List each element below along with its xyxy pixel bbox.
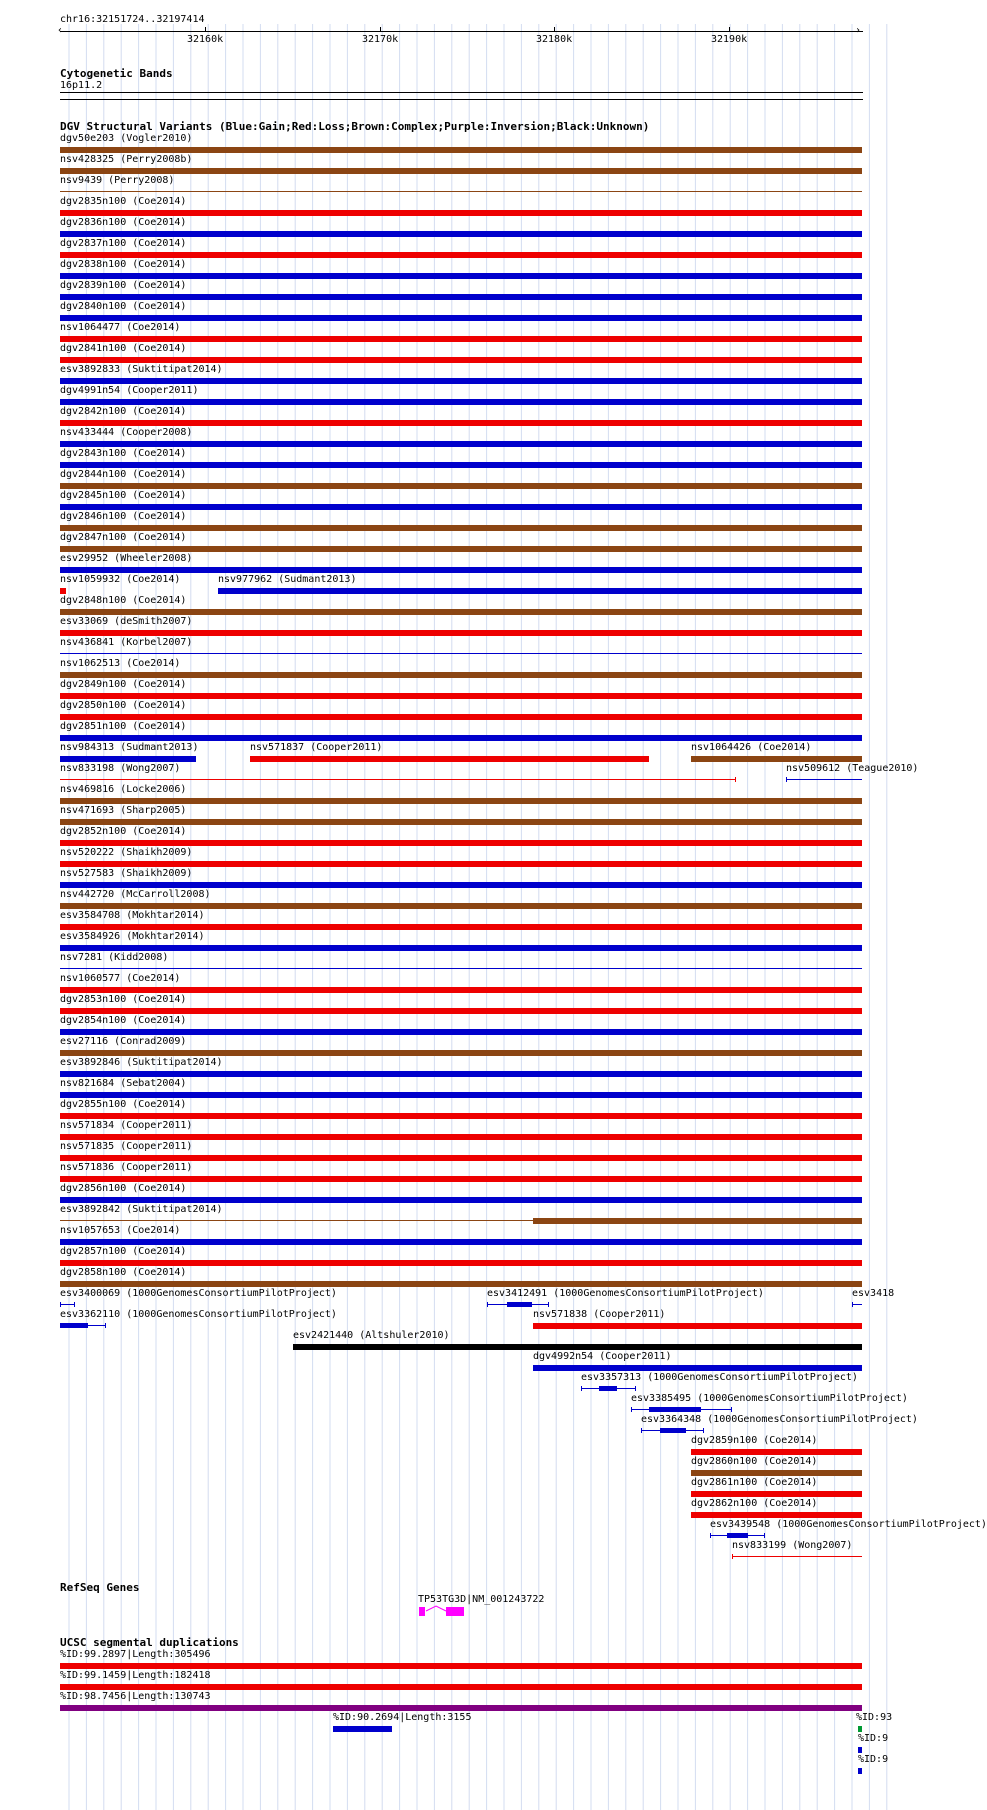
sv-feature-bar[interactable] <box>60 273 862 279</box>
segdup-edge-mark[interactable] <box>858 1747 862 1753</box>
sv-feature-label[interactable]: dgv2844n100 (Coe2014) <box>60 469 187 480</box>
sv-feature-line[interactable] <box>60 191 862 192</box>
sv-feature-bar[interactable] <box>60 630 862 636</box>
ruler-tick-label: 32180k <box>536 34 573 45</box>
sv-feature-label[interactable]: nsv509612 (Teague2010) <box>786 763 919 774</box>
sv-feature-label[interactable]: nsv1064426 (Coe2014) <box>691 742 812 753</box>
sv-feature-label[interactable]: dgv4991n54 (Cooper2011) <box>60 385 199 396</box>
segdup-feature-label[interactable]: %ID:99.1459|Length:182418 <box>60 1670 211 1681</box>
sv-feature-label[interactable]: dgv2857n100 (Coe2014) <box>60 1246 187 1257</box>
sv-feature-bar[interactable] <box>60 714 862 720</box>
sv-feature-bar[interactable] <box>60 1197 862 1203</box>
sv-feature-start-cap <box>786 777 787 782</box>
gene-intron-line <box>426 1606 446 1611</box>
sv-feature-label[interactable]: nsv1057653 (Coe2014) <box>60 1225 181 1236</box>
sv-feature-bar[interactable] <box>691 1449 862 1455</box>
sv-feature-label[interactable]: esv3892846 (Suktitipat2014) <box>60 1057 223 1068</box>
sv-feature-line[interactable] <box>60 1304 75 1305</box>
sv-feature-start-cap <box>487 1302 488 1307</box>
ruler-tick-label: 32170k <box>362 34 399 45</box>
sv-feature-start-cap <box>581 1386 582 1391</box>
sv-feature-label[interactable]: dgv2838n100 (Coe2014) <box>60 259 187 270</box>
segdup-feature-label[interactable]: %ID:98.7456|Length:130743 <box>60 1691 211 1702</box>
sv-feature-label[interactable]: dgv2854n100 (Coe2014) <box>60 1015 187 1026</box>
sv-feature-bar[interactable] <box>60 1050 862 1056</box>
sv-feature-bar[interactable] <box>60 1008 862 1014</box>
sv-feature-bar[interactable] <box>60 693 862 699</box>
sv-feature-bar[interactable] <box>60 1155 862 1161</box>
sv-feature-bar[interactable] <box>60 609 862 615</box>
sv-feature-label[interactable]: nsv7281 (Kidd2008) <box>60 952 169 963</box>
sv-feature-label[interactable]: nsv520222 (Shaikh2009) <box>60 847 193 858</box>
sv-feature-line[interactable] <box>60 968 862 969</box>
sv-feature-bar[interactable] <box>60 231 862 237</box>
sv-feature-bar[interactable] <box>60 861 862 867</box>
sv-feature-label[interactable]: nsv469816 (Locke2006) <box>60 784 187 795</box>
sv-feature-end-cap <box>74 1302 75 1307</box>
sv-feature-bar[interactable] <box>60 399 862 405</box>
sv-feature-end-cap <box>703 1428 704 1433</box>
sv-feature-block[interactable] <box>660 1428 686 1433</box>
sv-feature-bar[interactable] <box>60 588 66 594</box>
sv-feature-bar[interactable] <box>691 756 862 762</box>
ruler-tick-label: 32190k <box>711 34 748 45</box>
sv-feature-label[interactable]: nsv821684 (Sebat2004) <box>60 1078 187 1089</box>
sv-feature-block[interactable] <box>599 1386 617 1391</box>
sv-feature-bar[interactable] <box>250 756 649 762</box>
segdup-feature-bar[interactable] <box>333 1726 392 1732</box>
sv-feature-label[interactable]: dgv2858n100 (Coe2014) <box>60 1267 187 1278</box>
sv-feature-label[interactable]: esv3584926 (Mokhtar2014) <box>60 931 205 942</box>
sv-feature-end-cap <box>635 1386 636 1391</box>
segdup-track-title: UCSC segmental duplications <box>60 1636 239 1649</box>
sv-feature-label[interactable]: dgv50e203 (Vogler2010) <box>60 133 193 144</box>
sv-feature-bar[interactable] <box>60 315 862 321</box>
sv-feature-label[interactable]: esv27116 (Conrad2009) <box>60 1036 187 1047</box>
sv-feature-label[interactable]: esv3584708 (Mokhtar2014) <box>60 910 205 921</box>
sv-feature-block[interactable] <box>60 1323 88 1328</box>
gene-exon[interactable] <box>419 1607 425 1616</box>
sv-feature-label[interactable]: dgv2836n100 (Coe2014) <box>60 217 187 228</box>
sv-feature-label[interactable]: esv29952 (Wheeler2008) <box>60 553 193 564</box>
sv-feature-label[interactable]: dgv2841n100 (Coe2014) <box>60 343 187 354</box>
sv-feature-label[interactable]: dgv2859n100 (Coe2014) <box>691 1435 818 1446</box>
sv-feature-bar[interactable] <box>60 546 862 552</box>
sv-feature-bar[interactable] <box>60 735 862 741</box>
sv-feature-bar[interactable] <box>60 336 862 342</box>
sv-feature-bar[interactable] <box>60 504 862 510</box>
sv-feature-label[interactable]: dgv2852n100 (Coe2014) <box>60 826 187 837</box>
sv-feature-bar[interactable] <box>60 147 862 153</box>
sv-feature-label[interactable]: esv3362110 (1000GenomesConsortiumPilotProject) <box>60 1309 337 1320</box>
sv-feature-bar[interactable] <box>60 1092 862 1098</box>
sv-feature-bar[interactable] <box>60 840 862 846</box>
sv-feature-label[interactable]: nsv433444 (Cooper2008) <box>60 427 193 438</box>
sv-feature-label[interactable]: esv3364348 (1000GenomesConsortiumPilotProject) <box>641 1414 918 1425</box>
sv-feature-bar[interactable] <box>60 945 862 951</box>
sv-feature-label[interactable]: esv3892842 (Suktitipat2014) <box>60 1204 223 1215</box>
sv-feature-label[interactable]: dgv2837n100 (Coe2014) <box>60 238 187 249</box>
ruler-left-arrow-icon: ‹ <box>57 25 64 36</box>
sv-feature-label[interactable]: dgv2845n100 (Coe2014) <box>60 490 187 501</box>
sv-feature-label[interactable]: nsv428325 (Perry2008b) <box>60 154 193 165</box>
sv-feature-label[interactable]: nsv527583 (Shaikh2009) <box>60 868 193 879</box>
gene-label[interactable]: TP53TG3D|NM_001243722 <box>418 1594 545 1605</box>
sv-feature-bar[interactable] <box>60 1176 862 1182</box>
segdup-feature-label[interactable]: %ID:90.2694|Length:3155 <box>333 1712 472 1723</box>
sv-feature-bar[interactable] <box>60 441 862 447</box>
ruler-right-arrow-icon: › <box>855 25 862 36</box>
sv-feature-label[interactable]: esv2421440 (Altshuler2010) <box>293 1330 450 1341</box>
sv-feature-label[interactable]: nsv833199 (Wong2007) <box>732 1540 853 1551</box>
sv-feature-bar[interactable] <box>60 210 862 216</box>
segdup-feature-bar[interactable] <box>60 1705 862 1711</box>
gene-intron <box>426 1605 446 1615</box>
sv-feature-bar[interactable] <box>218 588 862 594</box>
sv-feature-bar[interactable] <box>60 1260 862 1266</box>
sv-feature-bar[interactable] <box>60 1239 862 1245</box>
sv-feature-end-cap <box>731 1407 732 1412</box>
sv-feature-label[interactable]: nsv471693 (Sharp2005) <box>60 805 187 816</box>
ruler-tick <box>205 27 206 32</box>
ruler-tick <box>380 27 381 32</box>
sv-feature-label[interactable]: dgv2848n100 (Coe2014) <box>60 595 187 606</box>
sv-feature-label[interactable]: nsv984313 (Sudmant2013) <box>60 742 199 753</box>
sv-feature-label[interactable]: esv3412491 (1000GenomesConsortiumPilotProject) <box>487 1288 764 1299</box>
sv-feature-start-cap <box>641 1428 642 1433</box>
sv-feature-bar[interactable] <box>691 1512 862 1518</box>
sv-feature-label[interactable]: dgv2861n100 (Coe2014) <box>691 1477 818 1488</box>
segdup-feature-bar[interactable] <box>60 1663 862 1669</box>
ruler-tick <box>729 27 730 32</box>
sv-feature-bar[interactable] <box>60 525 862 531</box>
sv-feature-bar[interactable] <box>533 1323 862 1329</box>
sv-feature-label[interactable]: esv3400069 (1000GenomesConsortiumPilotProject) <box>60 1288 337 1299</box>
ruler-tick-label: 32160k <box>187 34 224 45</box>
sv-feature-bar[interactable] <box>60 1134 862 1140</box>
sv-feature-end-cap <box>105 1323 106 1328</box>
sv-feature-label[interactable]: dgv2860n100 (Coe2014) <box>691 1456 818 1467</box>
gene-exon[interactable] <box>446 1607 464 1616</box>
segdup-edge-mark[interactable] <box>858 1726 862 1732</box>
sv-feature-label[interactable]: nsv1060577 (Coe2014) <box>60 973 181 984</box>
sv-feature-label[interactable]: dgv2840n100 (Coe2014) <box>60 301 187 312</box>
sv-feature-label[interactable]: dgv2842n100 (Coe2014) <box>60 406 187 417</box>
sv-feature-bar[interactable] <box>60 882 862 888</box>
sv-feature-bar[interactable] <box>60 672 862 678</box>
sv-feature-start-cap <box>732 1554 733 1559</box>
sv-feature-label[interactable]: esv3892833 (Suktitipat2014) <box>60 364 223 375</box>
sv-feature-bar[interactable] <box>533 1218 862 1224</box>
sv-feature-line[interactable] <box>60 653 862 654</box>
sv-feature-label[interactable]: esv3357313 (1000GenomesConsortiumPilotProject) <box>581 1372 858 1383</box>
sv-feature-label[interactable]: dgv2843n100 (Coe2014) <box>60 448 187 459</box>
sv-feature-label[interactable]: dgv4992n54 (Cooper2011) <box>533 1351 672 1362</box>
sv-feature-end-cap <box>735 777 736 782</box>
sv-feature-line[interactable] <box>852 1304 862 1305</box>
sv-feature-bar[interactable] <box>60 1029 862 1035</box>
sv-feature-bar[interactable] <box>60 924 862 930</box>
sv-feature-bar[interactable] <box>60 252 862 258</box>
sv-feature-label[interactable]: nsv436841 (Korbel2007) <box>60 637 193 648</box>
sv-feature-label[interactable]: nsv571834 (Cooper2011) <box>60 1120 193 1131</box>
sv-feature-bar[interactable] <box>293 1344 862 1350</box>
sv-feature-label[interactable]: dgv2862n100 (Coe2014) <box>691 1498 818 1509</box>
sv-feature-label[interactable]: dgv2856n100 (Coe2014) <box>60 1183 187 1194</box>
sv-feature-label[interactable]: dgv2849n100 (Coe2014) <box>60 679 187 690</box>
segdup-feature-label[interactable]: %ID:99.2897|Length:305496 <box>60 1649 211 1660</box>
sv-feature-label[interactable]: nsv442720 (McCarroll2008) <box>60 889 211 900</box>
sv-feature-block[interactable] <box>727 1533 748 1538</box>
ruler-axis <box>60 31 863 32</box>
dgv-track-title: DGV Structural Variants (Blue:Gain;Red:Loss;Brown:Complex;Purple:Inversion;Black:Unknown) <box>60 120 650 133</box>
sv-feature-start-cap <box>710 1533 711 1538</box>
sv-feature-bar[interactable] <box>60 1113 862 1119</box>
sv-feature-label[interactable]: nsv833198 (Wong2007) <box>60 763 181 774</box>
sv-feature-label[interactable]: esv3385495 (1000GenomesConsortiumPilotProject) <box>631 1393 908 1404</box>
segdup-feature-bar[interactable] <box>60 1684 862 1690</box>
sv-feature-label[interactable]: dgv2846n100 (Coe2014) <box>60 511 187 522</box>
sv-feature-bar[interactable] <box>60 903 862 909</box>
sv-feature-bar[interactable] <box>60 294 862 300</box>
sv-feature-line[interactable] <box>786 779 862 780</box>
sv-feature-label[interactable]: nsv1059932 (Coe2014) <box>60 574 181 585</box>
sv-feature-bar[interactable] <box>60 987 862 993</box>
sv-feature-label[interactable]: dgv2853n100 (Coe2014) <box>60 994 187 1005</box>
sv-feature-label[interactable]: nsv1062513 (Coe2014) <box>60 658 181 669</box>
sv-feature-bar[interactable] <box>60 462 862 468</box>
sv-feature-label[interactable]: dgv2839n100 (Coe2014) <box>60 280 187 291</box>
cytoband-line-2 <box>60 99 863 100</box>
sv-feature-label[interactable]: dgv2847n100 (Coe2014) <box>60 532 187 543</box>
sv-feature-label[interactable]: nsv571837 (Cooper2011) <box>250 742 383 753</box>
sv-feature-bar[interactable] <box>60 1071 862 1077</box>
segdup-edge-mark[interactable] <box>858 1768 862 1774</box>
segdup-edge-label[interactable]: %ID:93 <box>856 1712 893 1723</box>
sv-feature-end-cap <box>548 1302 549 1307</box>
sv-feature-label[interactable]: nsv571836 (Cooper2011) <box>60 1162 193 1173</box>
sv-feature-bar[interactable] <box>60 567 862 573</box>
sv-feature-line[interactable] <box>732 1556 862 1557</box>
sv-feature-bar[interactable] <box>60 756 196 762</box>
sv-feature-label[interactable]: esv3418 <box>852 1288 895 1299</box>
sv-feature-bar[interactable] <box>60 420 862 426</box>
sv-feature-label[interactable]: nsv571835 (Cooper2011) <box>60 1141 193 1152</box>
sv-feature-bar[interactable] <box>60 819 862 825</box>
sv-feature-bar[interactable] <box>691 1491 862 1497</box>
sv-feature-label[interactable]: nsv9439 (Perry2008) <box>60 175 175 186</box>
sv-feature-bar[interactable] <box>60 378 862 384</box>
refseq-track-title: RefSeq Genes <box>60 1581 140 1594</box>
segdup-edge-label[interactable]: %ID:9 <box>858 1733 889 1744</box>
sv-feature-bar[interactable] <box>60 483 862 489</box>
sv-feature-label[interactable]: nsv1064477 (Coe2014) <box>60 322 181 333</box>
sv-feature-line[interactable] <box>60 779 736 780</box>
sv-feature-start-cap <box>60 1302 61 1307</box>
sv-feature-bar[interactable] <box>691 1470 862 1476</box>
sv-feature-label[interactable]: dgv2851n100 (Coe2014) <box>60 721 187 732</box>
sv-feature-bar[interactable] <box>60 798 862 804</box>
segdup-edge-label[interactable]: %ID:9 <box>858 1754 889 1765</box>
sv-feature-label[interactable]: esv33069 (deSmith2007) <box>60 616 193 627</box>
sv-feature-label[interactable]: esv3439548 (1000GenomesConsortiumPilotProject) <box>710 1519 987 1530</box>
sv-feature-block[interactable] <box>507 1302 532 1307</box>
sv-feature-start-cap <box>852 1302 853 1307</box>
sv-feature-bar[interactable] <box>533 1365 862 1371</box>
coordinate-label: chr16:32151724..32197414 <box>60 14 205 25</box>
sv-feature-bar[interactable] <box>60 168 862 174</box>
sv-feature-label[interactable]: dgv2855n100 (Coe2014) <box>60 1099 187 1110</box>
sv-feature-bar[interactable] <box>60 1281 862 1287</box>
sv-feature-label[interactable]: dgv2835n100 (Coe2014) <box>60 196 187 207</box>
ruler-tick <box>554 27 555 32</box>
sv-feature-bar[interactable] <box>60 357 862 363</box>
sv-feature-block[interactable] <box>649 1407 701 1412</box>
sv-feature-label[interactable]: nsv977962 (Sudmant2013) <box>218 574 357 585</box>
cytoband-line <box>60 92 863 93</box>
sv-feature-start-cap <box>631 1407 632 1412</box>
sv-feature-label[interactable]: nsv571838 (Cooper2011) <box>533 1309 666 1320</box>
cytogenetic-bands-title: Cytogenetic Bands <box>60 67 173 80</box>
sv-feature-label[interactable]: dgv2850n100 (Coe2014) <box>60 700 187 711</box>
cytoband-label: 16p11.2 <box>60 80 103 91</box>
sv-feature-end-cap <box>764 1533 765 1538</box>
